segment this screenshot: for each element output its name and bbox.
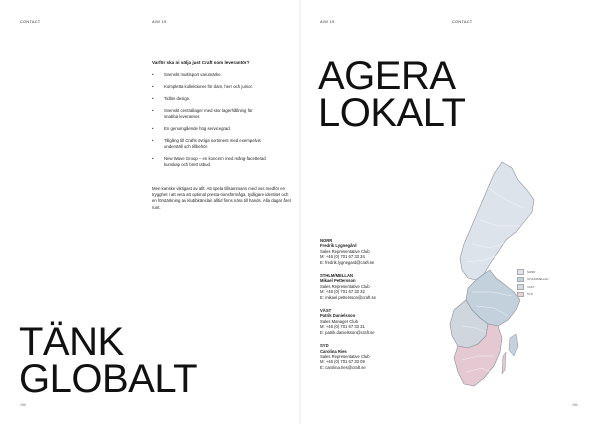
contact-name: Carolina Ries xyxy=(320,348,347,354)
contact-email: E: carolina.ries@craft.se xyxy=(320,364,366,370)
legend-swatch xyxy=(517,277,524,283)
contact-title: Sales Representative Club xyxy=(320,248,370,254)
page-number-left: 190 xyxy=(20,403,26,407)
list-item: • Kompletta kollektioner för dam, herr och junior. xyxy=(152,84,253,89)
contact-card-norr xyxy=(320,238,430,265)
headline-line-1: AGERA xyxy=(318,54,456,98)
closing-paragraph: Men kanske viktigast av allt: Att spela tillsammans med oss medför en trygghet i att veta att optimal presta-tionsförmåga, tydligare identitet och en förstärkning av klubbkänslan alltid finns nära till hands. Alla dagar året runt. xyxy=(152,186,291,210)
contact-title: Sales Manager Club xyxy=(320,318,358,324)
headline-think-global xyxy=(19,320,198,401)
region-name: STHLM/MELLAN xyxy=(320,273,354,279)
contact-name: Mikael Pettersson xyxy=(320,278,356,284)
legend-swatch xyxy=(517,284,524,290)
contact-title: Sales Representative Club xyxy=(320,283,370,289)
list-item: • New Wave Group – en koncern med mång-facetterad kunskap och brett utbud. xyxy=(152,156,266,167)
bullet-symbol: • xyxy=(152,126,154,131)
map-island-gotland xyxy=(509,334,518,356)
list-item: • En genomgående hög servicegrad. xyxy=(152,126,231,131)
contact-phone: M: +46 (0) 701 67 33 32 xyxy=(320,289,365,295)
bullet-symbol: • xyxy=(152,108,154,113)
bullet-symbol: • xyxy=(152,84,154,89)
contact-card-vast xyxy=(320,308,430,335)
legend-item-vast xyxy=(517,283,548,291)
headline-line-2: LOKALT xyxy=(318,91,466,135)
bullet-symbol: • xyxy=(152,156,154,161)
contact-phone: M: +46 (0) 701 67 33 31 xyxy=(320,324,365,330)
legend-item-norr xyxy=(517,268,548,276)
legend-label: SYD xyxy=(527,292,533,297)
map-region-norr xyxy=(460,162,534,280)
legend-swatch xyxy=(517,269,524,275)
map-island-oland xyxy=(502,352,506,374)
list-item: • Svenskt centrallager med stor lagerhållning för snabba leveranser. xyxy=(152,108,253,119)
intro-question: Varför ska ni välja just Craft som leverantör? xyxy=(152,60,250,65)
contact-email: E: mikael.pettersson@craft.se xyxy=(320,294,376,300)
region-name: VÄST xyxy=(320,308,332,314)
bullet-symbol: • xyxy=(152,138,154,143)
headline-act-local xyxy=(318,54,466,135)
legend-swatch xyxy=(517,292,524,298)
region-name: SYD xyxy=(320,343,329,349)
page-number-right: 191 xyxy=(572,403,578,407)
contact-title: Sales Representative Club xyxy=(320,353,370,359)
region-name: NORR xyxy=(320,238,333,243)
list-item: • Tillgång till Crafts övriga sortiment med exempelvis underställ och tillbehör. xyxy=(152,138,261,149)
legend-label: NORR xyxy=(527,269,536,274)
legend-label: STHLM/MELLAN xyxy=(527,277,549,282)
running-header-season: A/W 19 xyxy=(152,19,167,24)
contact-phone: M: +46 (0) 701 67 33 34 xyxy=(320,254,365,260)
sales-contacts xyxy=(320,238,430,378)
list-item: • Svenskt multisport varumärke xyxy=(152,72,221,77)
legend-item-sthlm-mellan xyxy=(517,276,548,284)
running-header-right: CONTACT xyxy=(452,19,473,24)
contact-card-syd xyxy=(320,343,430,370)
contact-name: Patrik Danielsson xyxy=(320,313,356,319)
reasons-list xyxy=(152,72,292,174)
contact-email: E: patrik.danielsson@craft.se xyxy=(320,329,375,335)
map-legend xyxy=(517,268,548,298)
headline-line-1: TÄNK xyxy=(19,320,124,364)
bullet-symbol: • xyxy=(152,72,154,77)
contact-email: E: fredrik.lygnegard@craft.se xyxy=(320,259,375,265)
list-item: • Tidlös design. xyxy=(152,96,191,101)
running-header-left: CONTACT xyxy=(20,19,41,24)
legend-item-syd xyxy=(517,291,548,299)
legend-label: VÄST xyxy=(527,284,535,289)
headline-line-2: GLOBALT xyxy=(19,357,198,401)
bullet-symbol: • xyxy=(152,96,154,101)
contact-name: Fredrik Lygnegård xyxy=(320,243,357,249)
contact-phone: M: +46 (0) 701 67 33 09 xyxy=(320,359,365,365)
running-header-season-right: A/W 19 xyxy=(320,19,335,24)
contact-card-sthlm-mellan xyxy=(320,273,430,300)
